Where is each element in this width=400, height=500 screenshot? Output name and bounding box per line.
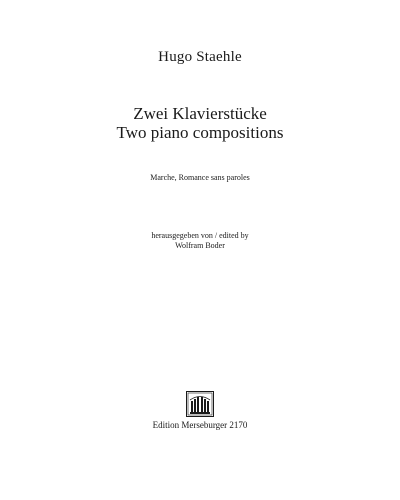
editor-name: Wolfram Boder [175,241,225,250]
publisher-edition: Edition Merseburger 2170 [152,420,248,430]
contents-list: Marche, Romance sans paroles [150,173,250,182]
composer-name: Hugo Staehle [158,49,242,65]
organ-pipes-logo-icon [186,391,214,417]
title-german: Zwei Klavierstücke [133,104,267,123]
editor-label: herausgegeben von / edited by [151,231,249,240]
title-english: Two piano compositions [116,123,284,142]
